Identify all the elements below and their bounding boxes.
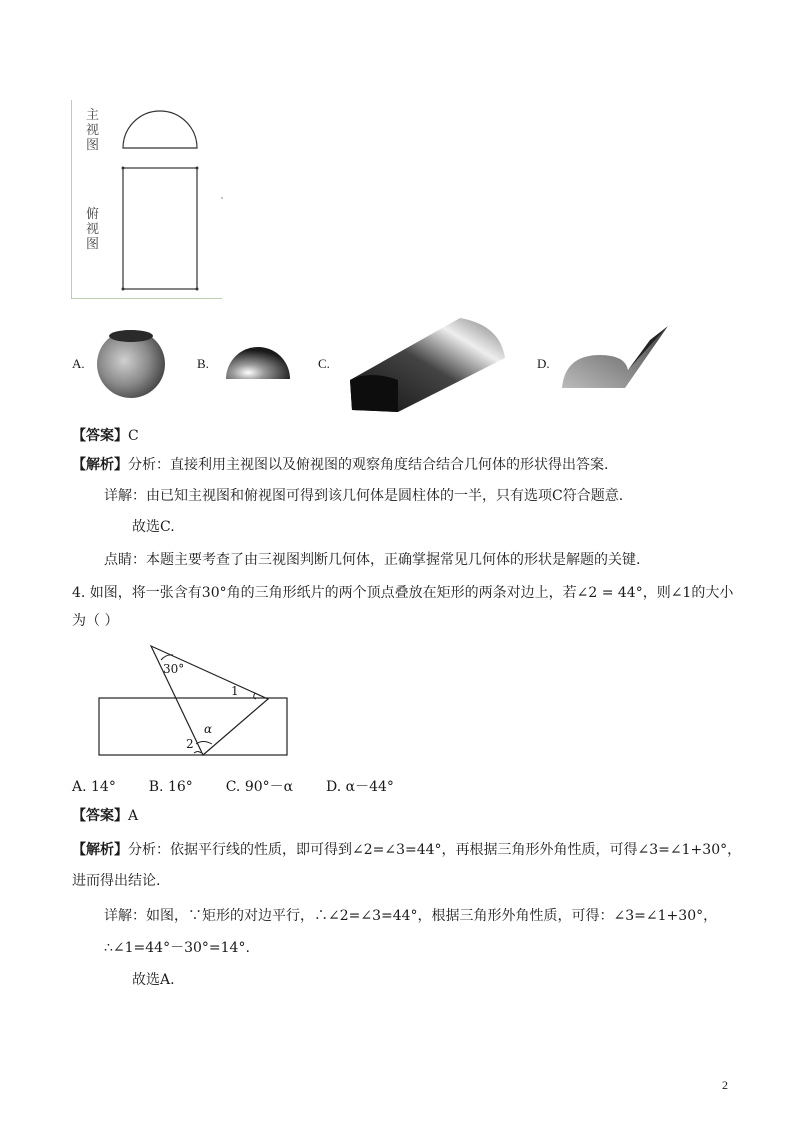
- option-a-solid: [97, 330, 165, 398]
- option-d-letter: D.: [537, 356, 550, 371]
- q3-conclusion: 故选C.: [132, 519, 175, 535]
- q4-option-d: D. α－44°: [326, 779, 394, 795]
- option-c-letter: C.: [318, 356, 330, 371]
- q4-analysis-line2: 进而得出结论.: [72, 873, 161, 889]
- front-view-semicircle: [123, 111, 197, 148]
- q4-angle-2-label: 2: [186, 737, 194, 751]
- page-number: 2: [722, 1078, 728, 1092]
- q3-answer-value: C: [128, 428, 139, 444]
- q4-option-c: C. 90°－α: [225, 779, 294, 795]
- option-b-letter: B.: [197, 356, 209, 371]
- q4-conclusion: 故选A.: [132, 972, 175, 988]
- option-c-solid: [350, 318, 505, 412]
- q4-options: [72, 777, 394, 797]
- q4-angle-30-label: 30°: [163, 662, 185, 676]
- q4-analysis-text: 分析：依据平行线的性质，即可得到∠2=∠3=44°，再根据三角形外角性质，可得∠3=∠1+30°，: [128, 842, 742, 858]
- q4-analysis-tag: 【解析】: [72, 842, 128, 858]
- top-view-rectangle: [123, 168, 197, 289]
- q3-analysis-tag: 【解析】: [72, 457, 128, 473]
- q4-detail-line1: 详解：如图，∵矩形的对边平行，∴∠2=∠3=44°，根据三角形外角性质，可得：∠3=∠1+30°，: [104, 908, 718, 924]
- three-view-drawing: [0, 0, 800, 300]
- front-view-label: 主视图: [85, 108, 99, 153]
- q4-option-a: A. 14°: [72, 779, 116, 795]
- q3-analysis-text: 分析：直接利用主视图以及俯视图的观察角度结合结合几何体的形状得出答案.: [128, 457, 609, 473]
- option-d-solid: [562, 326, 668, 388]
- q4-stem-line1: 4. 如图，将一张含有30°角的三角形纸片的两个顶点叠放在矩形的两条对边上，若∠2 = 44°，则∠1的大小: [72, 585, 734, 601]
- top-view-label: 俯视图: [85, 207, 99, 252]
- option-b-solid: [226, 347, 290, 379]
- q4-analysis-line1: [72, 840, 741, 860]
- q4-answer-value: A: [128, 808, 139, 824]
- q4-stem-line2: 为（ ）: [72, 613, 119, 629]
- q4-answer-tag: 【答案】: [72, 808, 128, 824]
- q3-comment: 点睛：本题主要考查了由三视图判断几何体，正确掌握常见几何体的形状是解题的关键.: [104, 552, 641, 568]
- q3-analysis-line: [72, 455, 608, 475]
- q4-angle-alpha-label: α: [204, 722, 213, 736]
- option-a-letter: A.: [72, 356, 85, 371]
- q4-answer-line: [72, 806, 138, 826]
- q4-angle-1-label: 1: [231, 684, 239, 698]
- q4-detail-line2: ∴∠1=44°－30°=14°.: [104, 940, 250, 956]
- solids-options-figure: [0, 300, 800, 420]
- q3-answer-line: [72, 426, 139, 446]
- q4-option-b: B. 16°: [148, 779, 193, 795]
- q4-triangle-rectangle-figure: [0, 640, 800, 760]
- q3-detail: 详解：由已知主视图和俯视图可得到该几何体是圆柱体的一半，只有选项C符合题意.: [104, 488, 624, 504]
- q3-answer-tag: 【答案】: [72, 428, 128, 444]
